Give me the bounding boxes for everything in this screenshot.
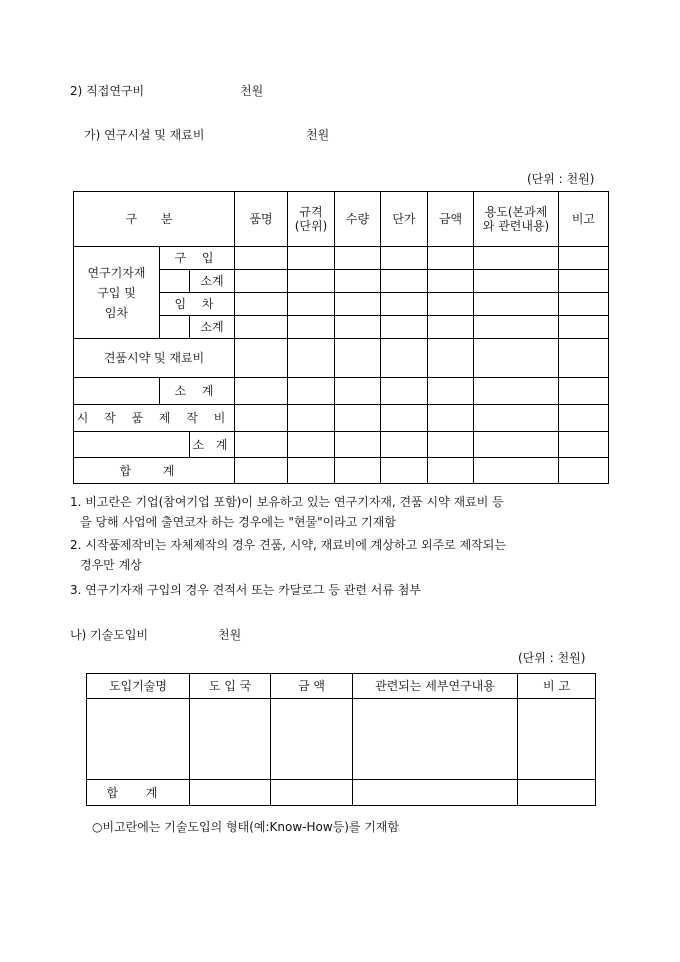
header-unit-price: 단가 [381, 192, 428, 247]
table1-row-purchase [74, 247, 609, 270]
subtotal-d-label: 소 계 [190, 432, 235, 458]
subtotal-b-label: 소계 [190, 316, 235, 339]
reagent-label: 견품시약 및 재료비 [74, 339, 235, 378]
purchase-label: 구 입 [160, 247, 235, 270]
header-division: 구 분 [74, 192, 235, 247]
section-ga-label: 가) 연구시설 및 재료비 [84, 128, 205, 142]
header-remark: 비고 [559, 192, 609, 247]
header-amount: 금액 [428, 192, 474, 247]
table1-row-prototype [74, 405, 609, 432]
direct-cost-unit: 천원 [240, 84, 264, 98]
header-related: 관련되는 세부연구내용 [353, 674, 518, 699]
prototype-label: 시 작 품 제 작 비 [74, 405, 235, 432]
table2-total-row [87, 780, 596, 806]
table1-row-total [74, 458, 609, 484]
lease-label: 임 차 [160, 293, 235, 316]
unit-note-1: (단위 : 천원) [527, 172, 595, 186]
note1-line1: 1. 비고란은 기업(참여기업 포함)이 보유하고 있는 연구기자재, 견품 시약 재료비 등 [70, 495, 504, 509]
subtotal-c-label: 소 계 [160, 378, 235, 405]
section-na-unit: 천원 [218, 628, 242, 642]
header-country: 도 입 국 [190, 674, 271, 699]
table1-row-subtotal-d [74, 432, 609, 458]
table1-row-reagent [74, 339, 609, 378]
subtotal-a-label: 소계 [190, 270, 235, 293]
note1-line2: 을 당해 사업에 출연코자 하는 경우에는 "현물"이라고 기재함 [80, 515, 396, 529]
header-spec: 규격 (단위) [288, 192, 335, 247]
unit-note-2: (단위 : 천원) [518, 651, 586, 665]
note2: ○비고란에는 기술도입의 형태(예:Know-How등)를 기재함 [92, 820, 400, 834]
header-remark2: 비 고 [518, 674, 596, 699]
table2-total-label: 합 계 [87, 780, 190, 806]
equipment-label: 연구기자재 구입 및 임차 [74, 247, 160, 339]
note1-line3: 2. 시작품제작비는 자체제작의 경우 견품, 시약, 재료비에 계상하고 외주로 제작되는 [70, 538, 506, 552]
header-quantity: 수량 [335, 192, 381, 247]
section-na-label: 나) 기술도입비 [70, 628, 149, 642]
note1-line5: 3. 연구기자재 구입의 경우 견적서 또는 카달로그 등 관련 서류 첨부 [70, 583, 421, 597]
section-ga-unit: 천원 [306, 128, 330, 142]
header-amount2: 금 액 [271, 674, 353, 699]
note1-line4: 경우만 계상 [80, 558, 142, 572]
header-item: 품명 [235, 192, 288, 247]
research-facility-table [73, 191, 609, 484]
tech-import-table [86, 673, 596, 806]
table1-header-row [74, 192, 609, 247]
table1-row-subtotal-c [74, 378, 609, 405]
header-tech: 도입기술명 [87, 674, 190, 699]
header-use: 용도(본과제 와 관련내용) [474, 192, 559, 247]
table2-data-row [87, 699, 596, 780]
direct-cost-label: 2) 직접연구비 [70, 84, 145, 98]
total-label: 합 계 [74, 458, 235, 484]
table2-header-row [87, 674, 596, 699]
